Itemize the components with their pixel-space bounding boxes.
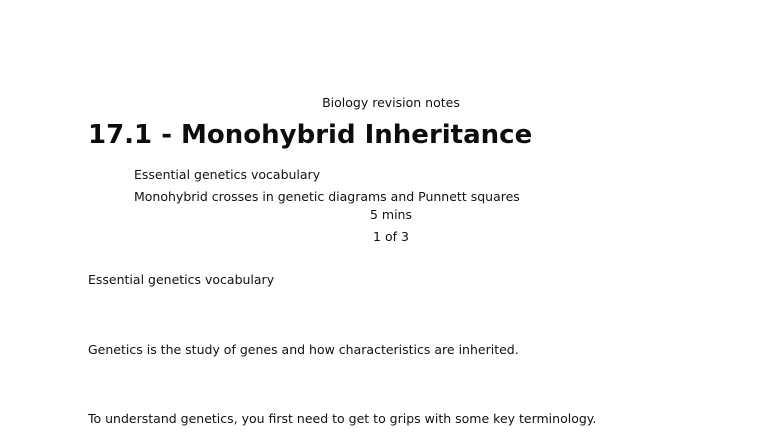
- page-indicator: 1 of 3: [373, 229, 409, 244]
- body-paragraph: Genetics is the study of genes and how characteristics are inherited.: [88, 342, 519, 357]
- section-heading: Essential genetics vocabulary: [88, 272, 275, 287]
- contents-item[interactable]: Monohybrid crosses in genetic diagrams and Punnett squares: [134, 189, 520, 204]
- contents-list: [134, 164, 520, 208]
- contents-item[interactable]: Essential genetics vocabulary: [134, 167, 321, 182]
- page-title: 17.1 - Monohybrid Inheritance: [88, 120, 533, 150]
- subject-label: Biology revision notes: [322, 95, 460, 110]
- reading-time: 5 mins: [369, 207, 412, 222]
- body-paragraph: To understand genetics, you first need to get to grips with some key terminology.: [88, 411, 597, 426]
